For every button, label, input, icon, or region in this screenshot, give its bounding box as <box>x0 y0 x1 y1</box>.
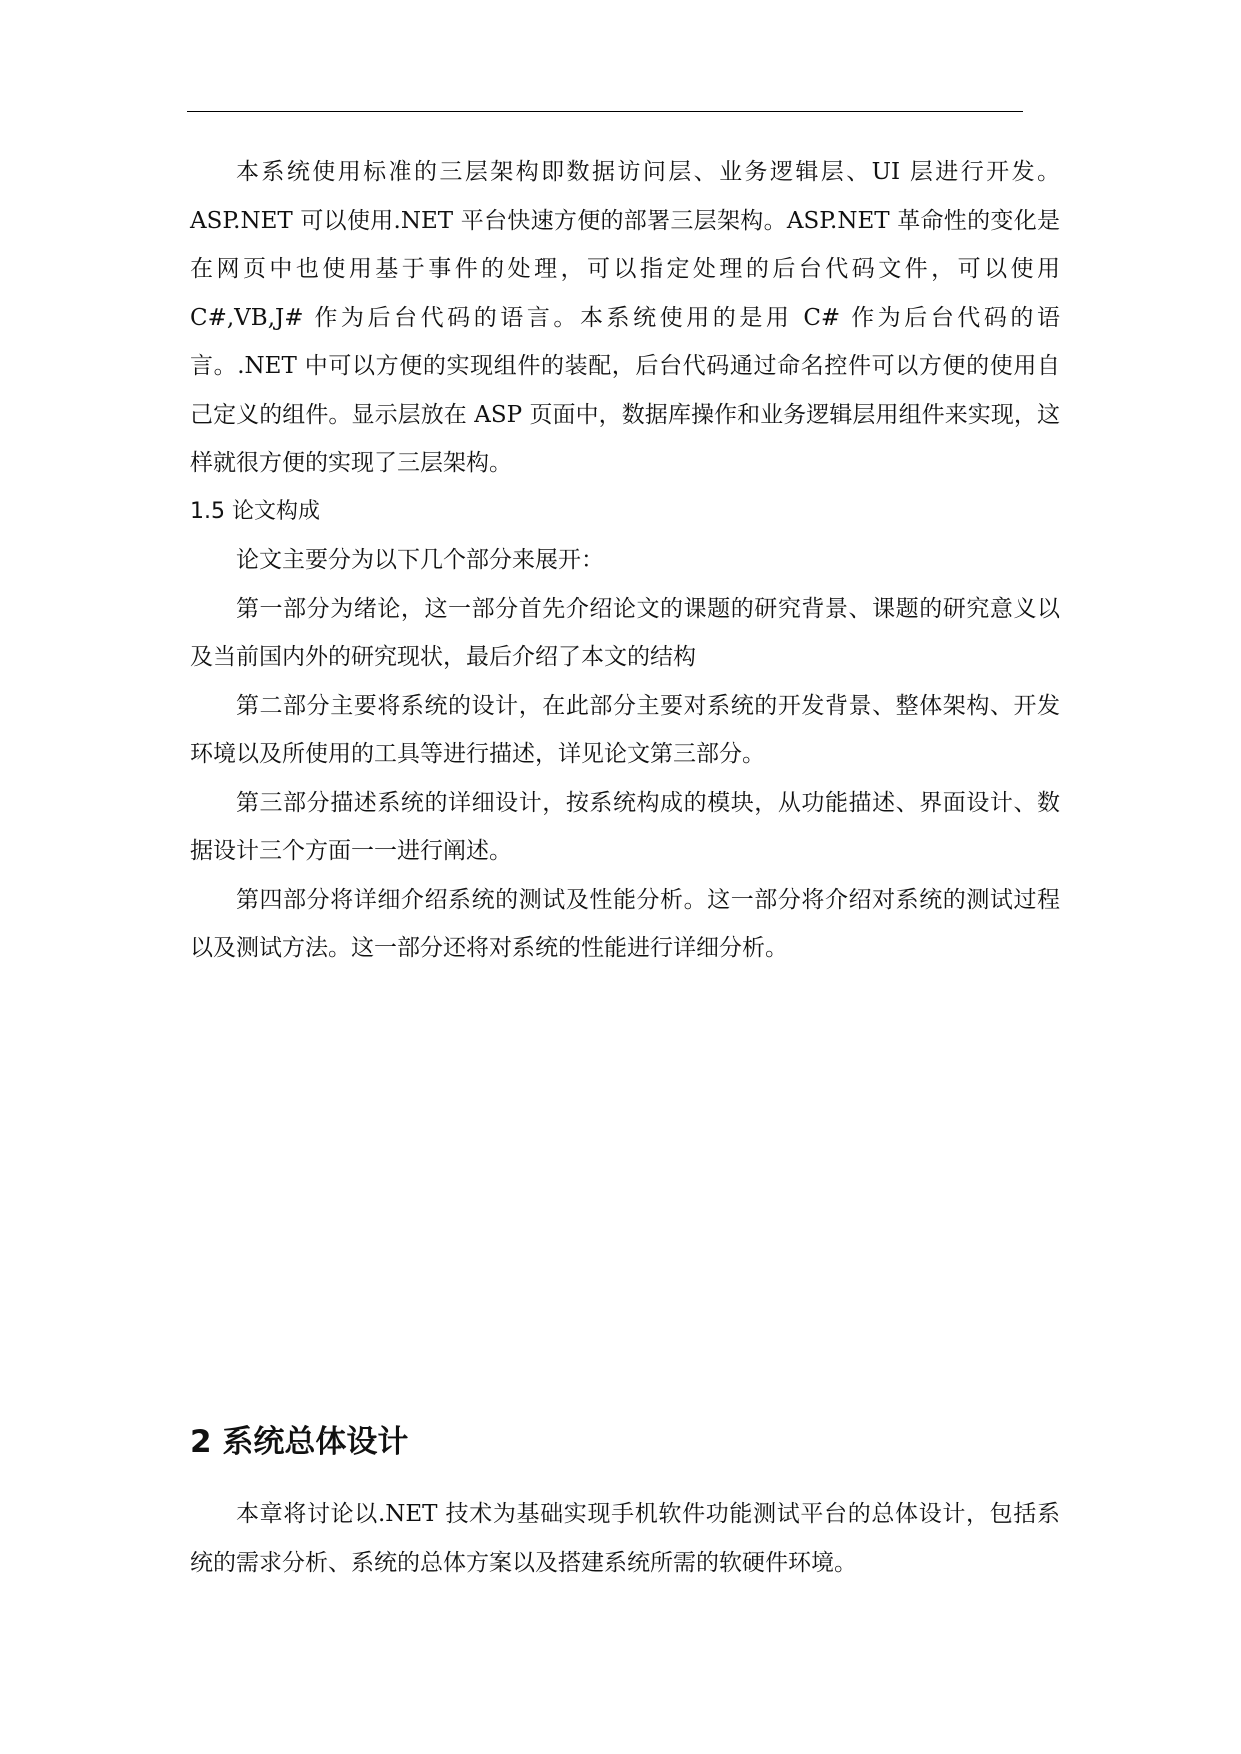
section-heading-1-5: 1.5 论文构成 <box>190 498 320 524</box>
part-three-paragraph: 第三部分描述系统的详细设计，按系统构成的模块，从功能描述、界面设计、数据设计三个方面一一进行阐述。 <box>190 789 1060 864</box>
part-four-paragraph: 第四部分将详细介绍系统的测试及性能分析。这一部分将介绍对系统的测试过程以及测试方法。这一部分还将对系统的性能进行详细分析。 <box>190 886 1060 961</box>
part-two-paragraph: 第二部分主要将系统的设计，在此部分主要对系统的开发背景、整体架构、开发环境以及所使用的工具等进行描述，详见论文第三部分。 <box>190 692 1060 767</box>
part-one-paragraph: 第一部分为绪论，这一部分首先介绍论文的课题的研究背景、课题的研究意义以及当前国内外的研究现状，最后介绍了本文的结构 <box>190 595 1060 670</box>
chapter-2-body <box>190 1490 1060 1587</box>
header-rule <box>187 111 1023 112</box>
chapter-heading-2: 2 系统总体设计 <box>190 1424 409 1460</box>
architecture-paragraph: 本系统使用标准的三层架构即数据访问层、业务逻辑层、UI 层进行开发。ASP.NET 可以使用.NET 平台快速方便的部署三层架构。ASP.NET 革命性的变化是在网页中也使用基于事件的处理，可以指定处理的后台代码文件，可以使用 C#,VB,J# 作为后台代码的语言。本系统使用的是用 C# 作为后台代码的语言。.NET 中可以方便的实现组件的装配，后台代码通过命名控件可以方便的使用自己定义的组件。显示层放在 ASP 页面中，数据库操作和业务逻辑层用组件来实现，这样就很方便的实现了三层架构。 <box>190 159 1060 476</box>
page-body <box>190 148 1060 973</box>
chapter-2-intro-paragraph: 本章将讨论以.NET 技术为基础实现手机软件功能测试平台的总体设计，包括系统的需求分析、系统的总体方案以及搭建系统所需的软硬件环境。 <box>190 1501 1060 1576</box>
thesis-intro-paragraph: 论文主要分为以下几个部分来展开： <box>236 547 604 573</box>
